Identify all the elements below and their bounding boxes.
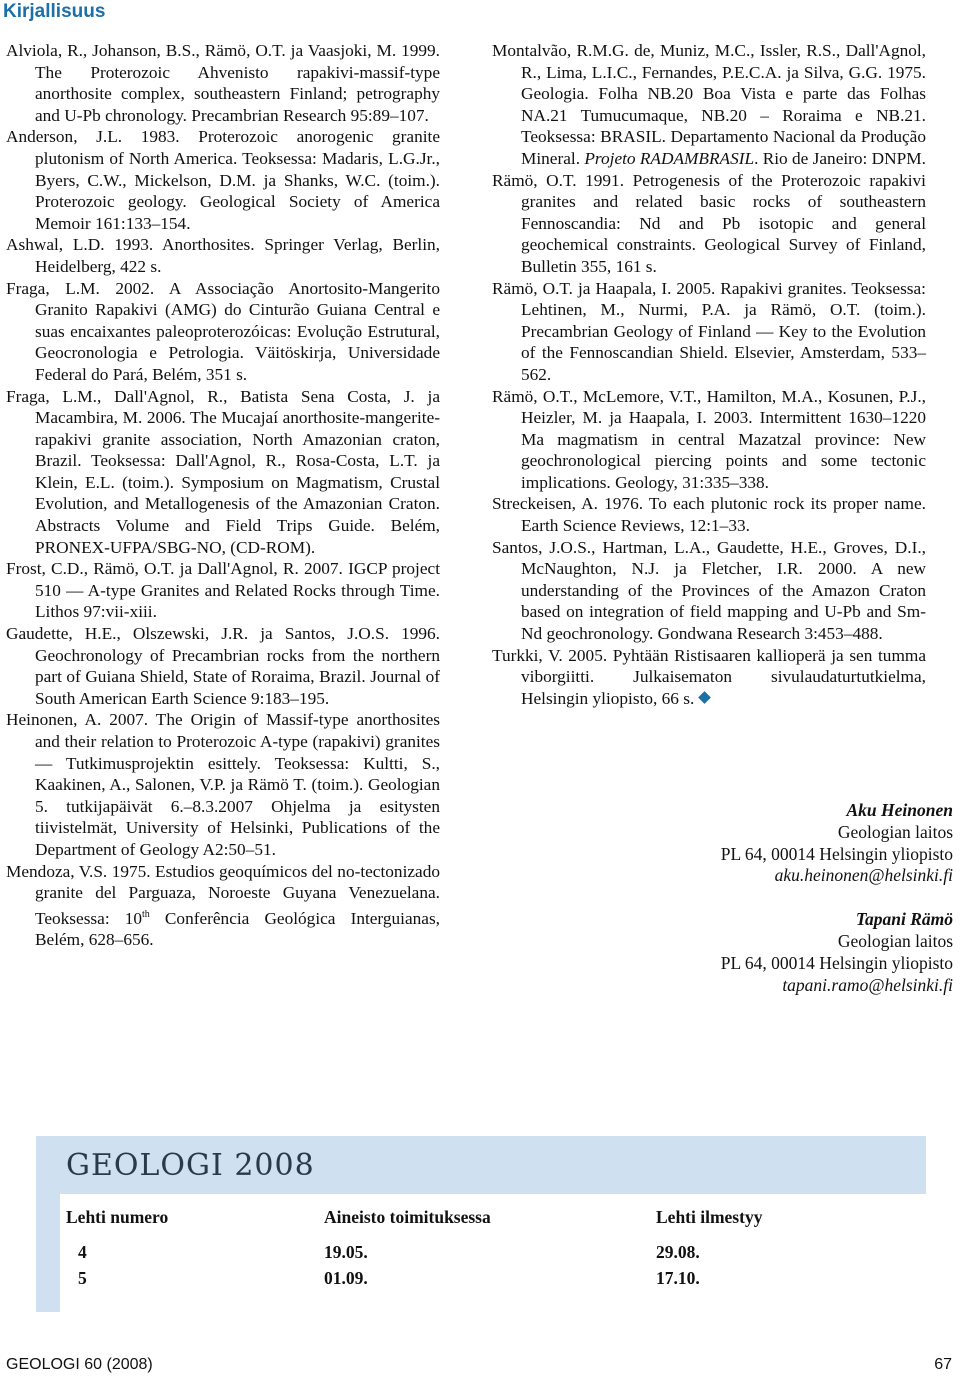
reference-entry: Fraga, L.M., Dall'Agnol, R., Batista Sena Costa, J. ja Macambira, M. 2006. The Mucajaí anorthosite-mangerite-rapakivi granite association, North Amazonian craton, Brazil. Teoksessa: Dall'Agnol, R., Rosa-Costa, L.T. ja Klein, E.L. (toim.). Symposium on Magmatism, Crustal Evolution, and Metallogenesis of the Amazonian Craton. Abstracts Volume and Field Trips Guide. Belém, PRONEX-UFPA/SBG-NO, (CD-ROM).	[6, 386, 440, 557]
reference-entry: Rämö, O.T., McLemore, V.T., Hamilton, M.A., Kosunen, P.J., Heizler, M. ja Haapala, I. 2003. Intermittent 1630–1220 Ma magmatism in central Mazatzal province: New geochronological piercing points and some tectonic implications. Geology, 31:335–338.	[492, 386, 926, 492]
schedule-cell-publication: 17.10.	[656, 1268, 700, 1288]
schedule-table-area	[60, 1194, 926, 1312]
schedule-cell-deadline: 01.09.	[324, 1268, 368, 1288]
reference-entry-montalvao	[492, 40, 926, 170]
author-info	[533, 800, 953, 1018]
author-email[interactable]: aku.heinonen@helsinki.fi	[774, 865, 953, 886]
reference-entry: Fraga, L.M. 2002. A Associação Anortosito-Mangerito Granito Rapakivi (AMG) do Cinturão Guiana Central e suas encaixantes paleoproterozóicas: Evolução Estrutural, Geocronologia e Petrologia. Väitöskirja, Universidade Federal do Pará, Belém, 351 s.	[6, 278, 440, 384]
author-name: Tapani Rämö	[855, 909, 953, 930]
references-right-column	[492, 40, 926, 709]
schedule-header-deadline: Aineisto toimituksessa	[324, 1207, 491, 1227]
reference-entry: Frost, C.D., Rämö, O.T. ja Dall'Agnol, R. 2007. IGCP project 510 — A-type Granites and Related Rocks through Time. Lithos 97:vii-xiii.	[6, 559, 440, 622]
author-address: PL 64, 00014 Helsingin yliopisto	[720, 843, 953, 864]
reference-text: Montalvão, R.M.G. de, Muniz, M.C., Issler, R.S., Dall'Agnol, R., Lima, L.I.C., Fernandes, P.E.C.A. ja Silva, G.G. 1975. Geologia. Folha NB.20 Boa Vista e parte das Folhas NA.21 Tumucumaque, NB.20 – Roraima e NB.21. Teoksessa: BRASIL. Departamento Nacional da Produção Mineral.	[492, 41, 926, 168]
reference-entry-last	[492, 645, 926, 710]
schedule-title: GEOLOGI 2008	[66, 1148, 315, 1183]
author-block	[533, 800, 953, 887]
reference-text: Mendoza, V.S. 1975. Estudios geoquímicos del no-tectonizado granite del Parguaza, Noroeste Guyana Venezuelana. Teoksessa: 10	[6, 861, 440, 928]
schedule-cell-deadline: 19.05.	[324, 1242, 368, 1262]
reference-entry: Gaudette, H.E., Olszewski, J.R. ja Santos, J.O.S. 1996. Geochronology of Precambrian rocks from the northern part of Guiana Shield, State of Roraima, Brazil. Journal of South American Earth Science 9:183–195.	[6, 624, 440, 708]
reference-entry: Alviola, R., Johanson, B.S., Rämö, O.T. ja Vaasjoki, M. 1999. The Proterozoic Ahvenisto rapakivi-massif-type anorthosite complex, southeastern Finland; petrography and U-Pb chronology. Precambrian Research 95:89–107.	[6, 41, 440, 125]
page-number: 67	[934, 1356, 952, 1373]
reference-entry: Anderson, J.L. 1983. Proterozoic anorogenic granite plutonism of North America. Teoksessa: Madaris, L.G.Jr., Byers, C.W., Mickelson, D.M. ja Shanks, W.C. (toim.). Proterozoic geology. Geological Society of America Memoir 161:133–154.	[6, 127, 440, 233]
schedule-header-issue: Lehti numero	[66, 1207, 169, 1227]
footer-journal: GEOLOGI 60 (2008)	[6, 1356, 153, 1373]
schedule-header-publication: Lehti ilmestyy	[656, 1207, 763, 1227]
end-diamond-icon	[698, 691, 711, 704]
author-block	[533, 909, 953, 996]
reference-entry: Rämö, O.T. ja Haapala, I. 2005. Rapakivi granites. Teoksessa: Lehtinen, M., Nurmi, P.A. ja Rämö, O.T. (toim.). Precambrian Geology of Finland — Key to the Evolution of the Fennoscandian Shield. Elsevier, Amsterdam, 533–562.	[492, 278, 926, 384]
reference-entry-mendoza	[6, 861, 440, 951]
reference-text: . Rio de Janeiro: DNPM.	[754, 148, 926, 168]
author-address: PL 64, 00014 Helsingin yliopisto	[720, 952, 953, 973]
schedule-cell-issue: 4	[78, 1242, 87, 1262]
reference-entry: Ashwal, L.D. 1993. Anorthosites. Springer Verlag, Berlin, Heidelberg, 422 s.	[6, 235, 440, 276]
author-name: Aku Heinonen	[846, 800, 953, 820]
reference-text: Conferência Geológica Interguianas, Belém, 628–656.	[35, 908, 440, 950]
author-department: Geologian laitos	[837, 821, 953, 842]
author-department: Geologian laitos	[837, 930, 953, 951]
schedule-cell-issue: 5	[78, 1268, 87, 1288]
reference-italic-text: Projeto RADAMBRASIL	[584, 148, 755, 168]
reference-entry: Streckeisen, A. 1976. To each plutonic rock its proper name. Earth Science Reviews, 12:1–33.	[492, 494, 926, 536]
reference-text: Turkki, V. 2005. Pyhtään Ristisaaren kallioperä ja sen tumma viborgiitti. Julkaisematon sivulaudaturtutkielma, Helsingin yliopisto, 66 s.	[492, 645, 926, 708]
section-title: Kirjallisuus	[3, 1, 106, 22]
references-left-column	[6, 40, 440, 951]
author-email[interactable]: tapani.ramo@helsinki.fi	[782, 974, 953, 995]
superscript: th	[142, 908, 150, 920]
schedule-cell-publication: 29.08.	[656, 1242, 700, 1262]
reference-entry: Rämö, O.T. 1991. Petrogenesis of the Proterozoic rapakivi granites and related basic rocks of southeastern Fennoscandia: Nd and Pb isotopic and general geochemical constraints. Geological Survey of Finland, Bulletin 355, 161 s.	[492, 170, 926, 276]
reference-entry: Heinonen, A. 2007. The Origin of Massif-type anorthosites and their relation to Proterozoic A-type (rapakivi) granites — Tutkimusprojektin esittely. Teoksessa: Kultti, S., Kaakinen, A., Salonen, V.P. ja Rämö T. (toim.). Geologian 5. tutkijapäivät 6.–8.3.2007 Ohjelma ja esitysten tiivistelmät, University of Helsinki, Publications of the Department of Geology A2:50–51.	[6, 710, 440, 859]
reference-entry: Santos, J.O.S., Hartman, L.A., Gaudette, H.E., Groves, D.I., McNaughton, N.J. ja Fletcher, I.R. 2000. A new understanding of the Provinces of the Amazon Craton based on integration of field mapping and U-Pb and Sm-Nd geochronology. Gondwana Research 3:453–488.	[492, 537, 926, 644]
